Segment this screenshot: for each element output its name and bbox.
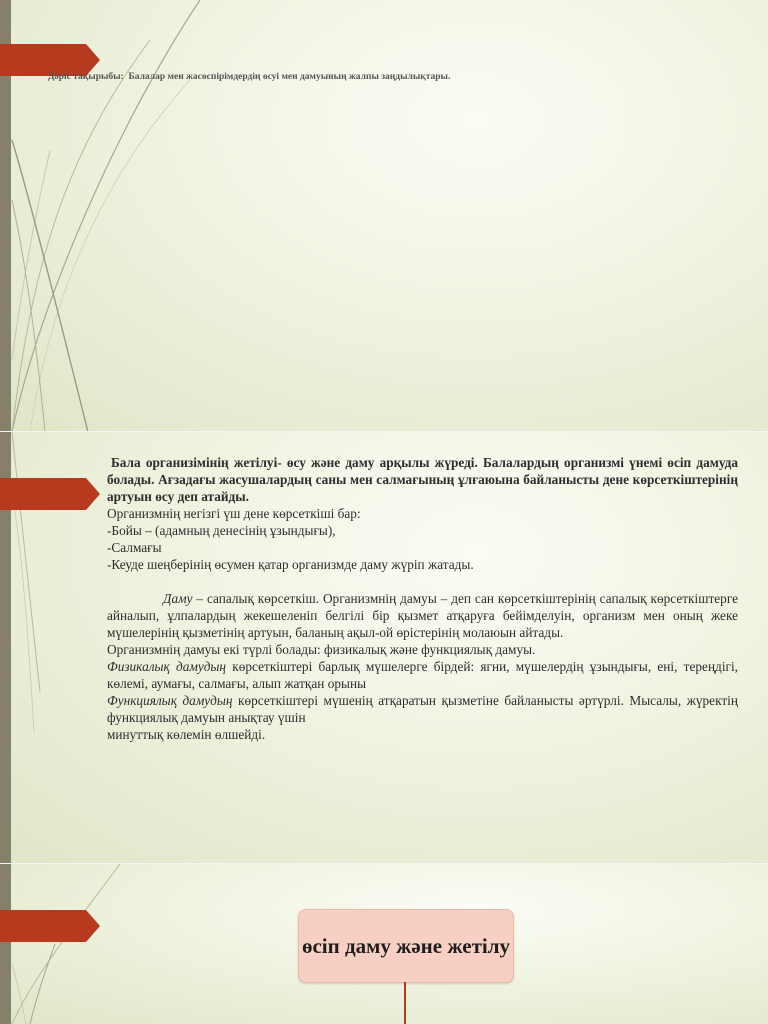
functional-term: Функциялық дамудың	[107, 693, 233, 708]
lesson-title	[48, 72, 728, 82]
slide-content	[0, 432, 768, 864]
lesson-title-text: Балалар мен жасөспірімдердің өсуі мен дамуының жалпы заңдылықтары.	[128, 72, 451, 82]
development-term: Даму	[163, 591, 193, 606]
functional-end: минуттық көлемін өлшейді.	[107, 727, 266, 742]
indicator-item: -Кеуде шеңберінің өсумен қатар организмде даму жүріп жатады.	[107, 557, 474, 572]
indicator-item: -Бойы – (адамның денесінің ұзындығы),	[107, 523, 336, 538]
diagram-box: өсіп даму және жетілу	[298, 909, 514, 983]
diagram-connector	[404, 982, 406, 1024]
physical-term: Физикалық дамудың	[107, 659, 227, 674]
development-types: Организмнің дамуы екі түрлі болады: физикалық және функциялық дамуы.	[107, 642, 536, 657]
development-paragraph	[107, 590, 738, 641]
functional-paragraph	[107, 692, 738, 726]
indicators-heading: Организмнің негізгі үш дене көрсеткіші бар:	[107, 506, 361, 521]
decorative-swoosh	[0, 864, 200, 1024]
side-bar	[0, 864, 11, 1024]
slide-title	[0, 0, 768, 432]
lesson-title-label: Дәріс тақырыбы:	[48, 72, 124, 82]
intro-paragraph: Бала организімінің жетілуі- өсу және даму арқылы жүреді. Балалардың организмі үнемі өсіп дамуда болады. Ағзадағы жасушалардың саны мен салмағының ұлғаюына байланысты дене көрсеткіштерінің артуын өсу деп атайды.	[107, 455, 738, 504]
main-text	[107, 454, 738, 743]
physical-text: көрсеткіштері барлық мүшелерге бірдей: ягни, мүшелердің ұзындығы, ені, тереңдігі, көлемі, аумағы, салмағы, алып жатқан орыны	[107, 659, 738, 691]
functional-text: көрсеткіштері мүшенің атқаратын қызметіне байланысты әртүрлі. Мысалы, жүректің функциялық дамуын анықтау үшін	[107, 693, 738, 725]
slide-diagram	[0, 864, 768, 1024]
development-text: – сапалық көрсеткіш. Организмнің дамуы – деп сан көрсеткіштерінің сапалық көрсеткіштерге айналып, ұлпалардың жекешеленіп белгілі бір қызмет атқаруға бейімделуін, организм мен оның жеке мүшелерінің қызметінің артуын, баланың ақыл-ой өрістерінің молаюын айтады.	[107, 591, 738, 640]
accent-flag	[0, 910, 100, 942]
indicator-item: -Салмағы	[107, 540, 162, 555]
physical-paragraph	[107, 658, 738, 692]
accent-flag	[0, 478, 100, 510]
